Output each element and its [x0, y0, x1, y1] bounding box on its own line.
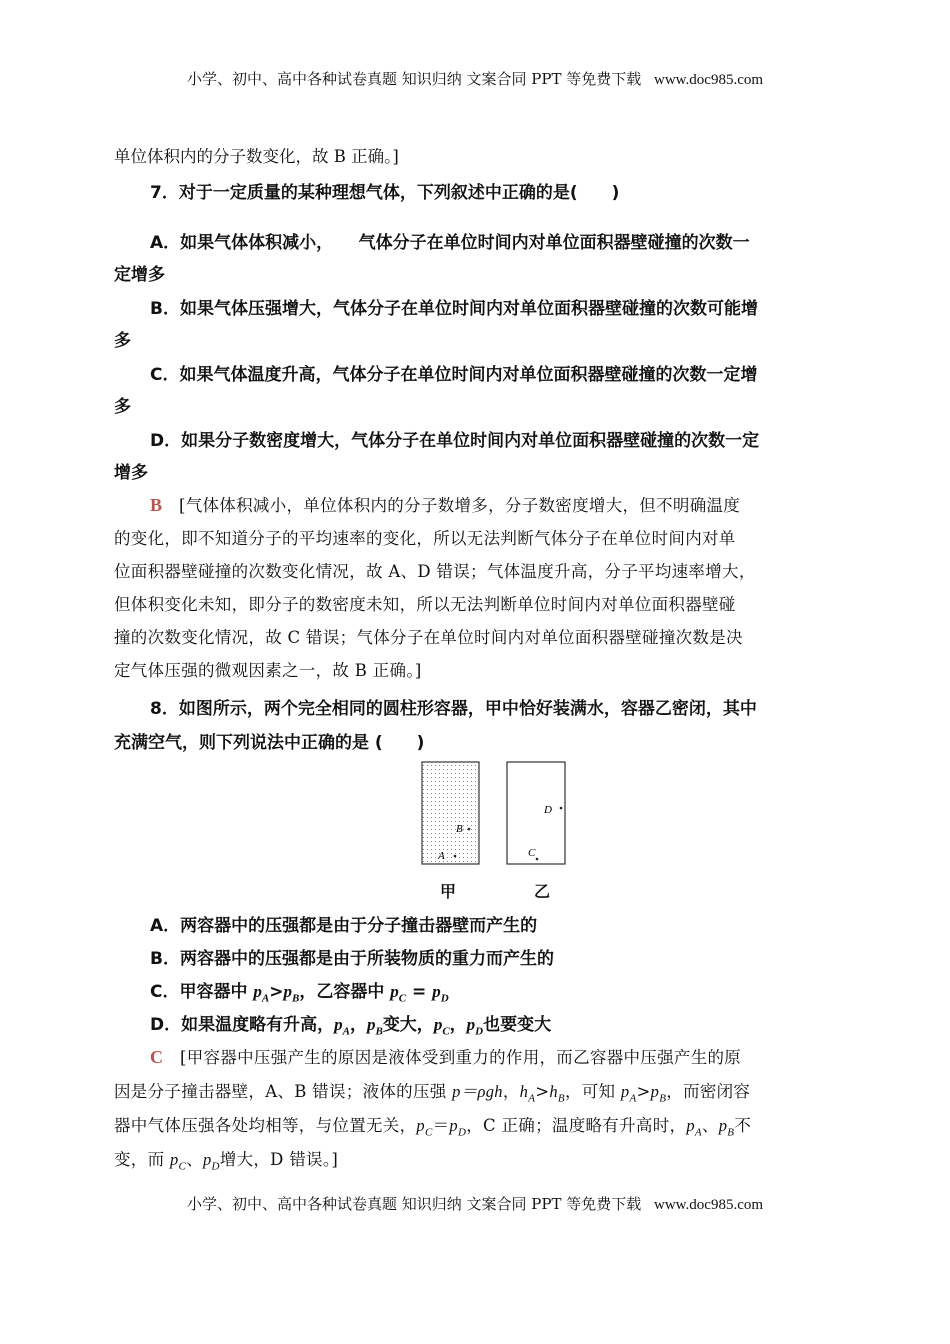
q8-explanation-3: 器中气体压强各处均相等，与位置无关，$p_C=p_D$，C 正确；温度略有升高时，$p_A$、$p_B$不 — [114, 1116, 752, 1139]
q7-option-d-cont: 增多 — [114, 463, 148, 483]
q7-explanation-5: 撞的次数变化情况，故 C 错误；气体分子在单位时间内对单位面积器壁碰撞次数是决 — [114, 628, 743, 647]
q7-option-a-cont: 定增多 — [114, 265, 165, 285]
q7-option-c: C．如果气体温度升高，气体分子在单位时间内对单位面积器壁碰撞的次数一定增 — [150, 365, 758, 385]
q7-answer: B — [150, 495, 163, 515]
q8-stem: 8．如图所示，两个完全相同的圆柱形容器，甲中恰好装满水，容器乙密闭，其中 — [150, 699, 757, 719]
point-b-label: B — [456, 823, 463, 835]
point-c — [536, 858, 539, 861]
q8-option-d: D．如果温度略有升高，$p_A$，$p_B$变大，$p_C$，$p_D$也要变大 — [150, 1015, 552, 1038]
q7-option-b: B．如果气体压强增大，气体分子在单位时间内对单位面积器壁碰撞的次数可能增 — [150, 299, 758, 319]
container-yi — [507, 762, 565, 864]
footer-url[interactable]: www.doc985.com — [654, 1197, 764, 1213]
q7-option-c-cont: 多 — [114, 397, 131, 417]
q8-stem-cont: 充满空气，则下列说法中正确的是 ( ) — [114, 733, 425, 753]
q8-explanation-2: 因是分子撞击器壁，A、B 错误；液体的压强 p＝ρgh，$h_A>h_B$，可知 $p_A>p_B$，而密闭容 — [114, 1082, 751, 1105]
container-jia — [422, 762, 479, 864]
caption-jia: 甲 — [440, 882, 457, 901]
point-c-label: C — [528, 847, 536, 859]
q7-option-b-cont: 多 — [114, 331, 131, 351]
q7-stem: 7．对于一定质量的某种理想气体，下列叙述中正确的是( ) — [150, 183, 620, 203]
q8-answer: C — [150, 1047, 164, 1067]
point-a-label: A — [438, 850, 445, 862]
page-footer — [0, 1193, 950, 1214]
point-a — [454, 855, 457, 858]
footer-text: 小学、初中、高中各种试卷真题 知识归纳 文案合同 PPT 等免费下载 — [186, 1195, 642, 1213]
page-header — [0, 68, 950, 89]
q7-explanation-4: 但体积变化未知，即分子的数密度未知，所以无法判断单位时间内对单位面积器壁碰 — [114, 595, 736, 614]
q7-explanation-6: 定气体压强的微观因素之一，故 B 正确。] — [114, 661, 422, 680]
point-d-label: D — [544, 804, 552, 816]
header-text: 小学、初中、高中各种试卷真题 知识归纳 文案合同 PPT 等免费下载 — [186, 70, 642, 88]
q8-explanation-4: 变，而 $p_C$、$p_D$增大，D 错误。] — [114, 1150, 339, 1173]
prev-answer-tail: 单位体积内的分子数变化，故 B 正确。] — [114, 147, 399, 166]
q8-explanation-1: C [甲容器中压强产生的原因是液体受到重力的作用，而乙容器中压强产生的原 — [150, 1047, 742, 1067]
q7-option-d: D．如果分子数密度增大，气体分子在单位时间内对单位面积器壁碰撞的次数一定 — [150, 431, 760, 451]
header-url[interactable]: www.doc985.com — [654, 72, 764, 88]
q8-option-a: A．两容器中的压强都是由于分子撞击器壁而产生的 — [150, 916, 538, 936]
point-b — [468, 828, 471, 831]
q8-option-c: C．甲容器中 $p_A>p_B$，乙容器中 $p_C = p_D$ — [150, 982, 449, 1005]
q7-explanation-1: B [气体体积减小，单位体积内的分子数增多，分子数密度增大，但不明确温度 — [150, 495, 741, 515]
caption-yi: 乙 — [534, 882, 551, 901]
q7-option-a: A．如果气体体积减小， 气体分子在单位时间内对单位面积器壁碰撞的次数一 — [150, 233, 750, 253]
q7-explanation-2: 的变化，即不知道分子的平均速率的变化，所以无法判断气体分子在单位时间内对单 — [114, 529, 736, 548]
q7-explanation-3: 位面积器壁碰撞的次数变化情况，故 A、D 错误；气体温度升高，分子平均速率增大， — [114, 562, 756, 581]
point-d — [560, 807, 563, 810]
q8-option-b: B．两容器中的压强都是由于所装物质的重力而产生的 — [150, 949, 554, 969]
containers-figure — [418, 760, 578, 868]
